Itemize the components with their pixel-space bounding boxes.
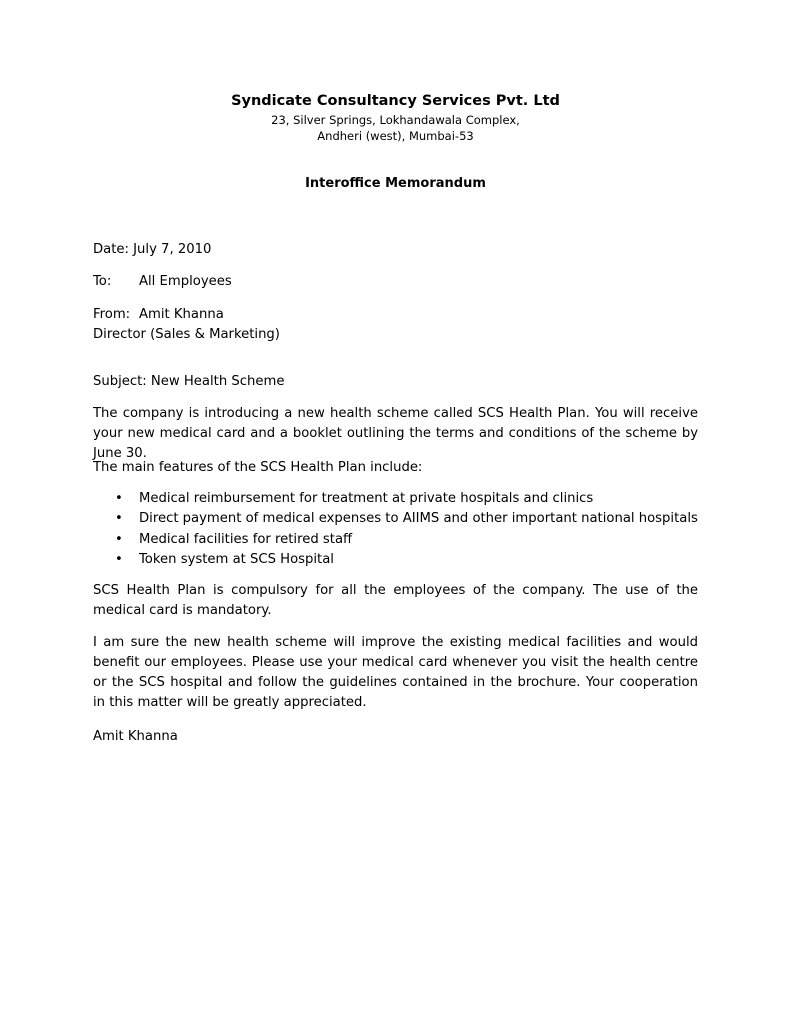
from-label: From:: [93, 307, 131, 322]
bullet-icon: •: [115, 491, 123, 506]
memo-subject: Subject: New Health Scheme: [93, 374, 285, 389]
list-item: [93, 530, 698, 550]
to-label: To:: [93, 274, 112, 289]
list-item: [93, 509, 698, 529]
memo-date: Date: July 7, 2010: [93, 242, 212, 257]
company-address-line1: 23, Silver Springs, Lokhandawala Complex,: [271, 113, 520, 127]
feature-text: Medical reimbursement for treatment at private hospitals and clinics: [139, 491, 594, 506]
company-address-line2: Andheri (west), Mumbai-53: [317, 129, 474, 143]
features-list: [93, 489, 698, 570]
memo-from: [93, 305, 698, 345]
bullet-icon: •: [115, 511, 123, 527]
bullet-icon: •: [115, 551, 123, 567]
list-item: [93, 550, 698, 570]
feature-text: Direct payment of medical expenses to AIIMS and other important national hospitals: [139, 511, 698, 527]
to-value: All Employees: [139, 274, 232, 289]
features-intro: The main features of the SCS Health Plan include:: [93, 460, 423, 475]
body-paragraph-1: The company is introducing a new health scheme called SCS Health Plan. You will receive your new medical card and a booklet outlining the terms and conditions of the scheme by June 30.: [93, 406, 698, 461]
company-name: Syndicate Consultancy Services Pvt. Ltd: [231, 93, 560, 109]
signature: Amit Khanna: [93, 729, 178, 744]
body-paragraph-2: SCS Health Plan is compulsory for all the employees of the company. The use of the medical card is mandatory.: [93, 583, 698, 618]
feature-text: Token system at SCS Hospital: [139, 551, 334, 567]
memo-title: Interoffice Memorandum: [305, 176, 486, 191]
bullet-icon: •: [115, 531, 123, 547]
body-paragraph-3: I am sure the new health scheme will improve the existing medical facilities and would benefit our employees. Please use your medical card whenever you visit the health centre or the SCS hospital and follow the guidelines contained in the brochure. Your cooperation in this matter will be greatly appreciated.: [93, 635, 698, 710]
from-designation: Director (Sales & Marketing): [93, 327, 280, 342]
from-value: Amit Khanna: [139, 307, 224, 322]
feature-text: Medical facilities for retired staff: [139, 531, 353, 547]
memo-to: [93, 272, 698, 292]
list-item: [93, 489, 698, 509]
